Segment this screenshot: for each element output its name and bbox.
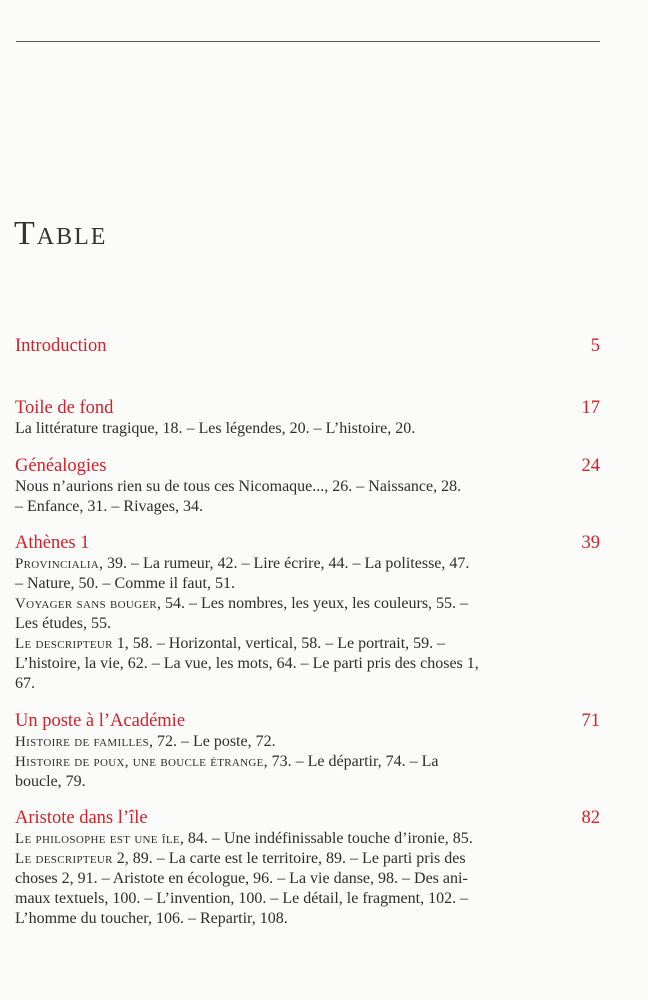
entry-line <box>15 909 600 929</box>
entry-text: , 84. – Une indéfinissable touche d’ironie, 85. <box>179 830 473 847</box>
entry-line <box>15 477 600 497</box>
entry-line <box>15 752 600 772</box>
section-title: Aristote dans l’île <box>15 808 148 828</box>
toc-section-un-poste <box>15 710 600 792</box>
section-entries <box>15 477 600 517</box>
toc-section-genealogies <box>15 455 600 517</box>
section-title: Athènes 1 <box>15 533 90 553</box>
section-heading[interactable] <box>15 397 600 419</box>
entry-line <box>15 634 600 654</box>
entry-text: L’histoire, la vie, 62. – La vue, les mots, 64. – Le parti pris des choses 1, <box>15 655 479 672</box>
toc-section-athenes-1 <box>15 532 600 694</box>
entry-smallcaps: Histoire de familles <box>15 734 149 750</box>
section-heading[interactable] <box>15 807 600 829</box>
entry-text: – Nature, 50. – Comme il faut, 51. <box>15 575 235 592</box>
entry-smallcaps: Provincialia <box>15 556 100 572</box>
section-entries <box>15 554 600 694</box>
section-entries <box>15 419 600 439</box>
entry-text: , 54. – Les nombres, les yeux, les couleurs, 55. – <box>157 595 469 612</box>
entry-text: L’homme du toucher, 106. – Repartir, 108. <box>15 910 288 927</box>
entry-smallcaps: Voyager sans bouger <box>15 596 157 612</box>
section-title: Introduction <box>15 336 107 356</box>
section-title: Généalogies <box>15 456 107 476</box>
top-rule <box>16 41 600 42</box>
entry-line <box>15 497 600 517</box>
entry-smallcaps: Histoire de poux, une boucle étrange <box>15 754 264 770</box>
section-heading[interactable] <box>15 455 600 477</box>
entry-text: – Enfance, 31. – Rivages, 34. <box>15 498 203 515</box>
section-page-number: 39 <box>581 533 600 553</box>
section-page-number: 71 <box>581 711 600 731</box>
entry-line <box>15 829 600 849</box>
section-page-number: 5 <box>590 336 600 356</box>
toc-section-introduction <box>15 335 600 357</box>
entry-line <box>15 732 600 752</box>
entry-line <box>15 419 600 439</box>
section-heading[interactable] <box>15 532 600 554</box>
entry-text: maux textuels, 100. – L’invention, 100. – Le détail, le fragment, 102. – <box>15 890 469 907</box>
section-entries <box>15 829 600 929</box>
entry-text: Nous n’aurions rien su de tous ces Nicomaque..., 26. – Naissance, 28. <box>15 478 462 495</box>
entry-text: 2, 89. – La carte est le territoire, 89. – Le parti pris des <box>112 850 466 867</box>
section-title: Un poste à l’Académie <box>15 711 186 731</box>
entry-line <box>15 554 600 574</box>
entry-text: choses 2, 91. – Aristote en écologue, 96. – La vie danse, 98. – Des ani- <box>15 870 468 887</box>
entry-text: , 73. – Le départir, 74. – La <box>263 753 439 770</box>
entry-line <box>15 889 600 909</box>
toc-section-toile-de-fond <box>15 397 600 439</box>
section-title: Toile de fond <box>15 398 114 418</box>
entry-text: 1, 58. – Horizontal, vertical, 58. – Le portrait, 59. – <box>112 635 446 652</box>
entry-text: Les études, 55. <box>15 615 111 632</box>
entry-line <box>15 654 600 674</box>
section-heading[interactable] <box>15 710 600 732</box>
entry-line <box>15 849 600 869</box>
entry-text: boucle, 79. <box>15 773 86 790</box>
entry-text: , 39. – La rumeur, 42. – Lire écrire, 44. – La politesse, 47. <box>99 555 470 572</box>
table-of-contents <box>15 335 600 929</box>
section-page-number: 82 <box>581 808 600 828</box>
entry-text: La littérature tragique, 18. – Les légendes, 20. – L’histoire, 20. <box>15 420 416 437</box>
section-page-number: 17 <box>581 398 600 418</box>
entry-line <box>15 772 600 792</box>
entry-text: 67. <box>15 675 35 692</box>
entry-line <box>15 674 600 694</box>
entry-line <box>15 594 600 614</box>
entry-line <box>15 614 600 634</box>
toc-section-aristote <box>15 807 600 929</box>
section-entries <box>15 732 600 792</box>
section-heading[interactable] <box>15 335 600 357</box>
entry-line <box>15 869 600 889</box>
section-page-number: 24 <box>581 456 600 476</box>
entry-smallcaps: Le philosophe est une île <box>15 831 180 847</box>
entry-smallcaps: Le descripteur <box>15 636 113 652</box>
entry-text: , 72. – Le poste, 72. <box>148 733 276 750</box>
page-title: Table <box>14 215 108 252</box>
entry-smallcaps: Le descripteur <box>15 851 113 867</box>
entry-line <box>15 574 600 594</box>
